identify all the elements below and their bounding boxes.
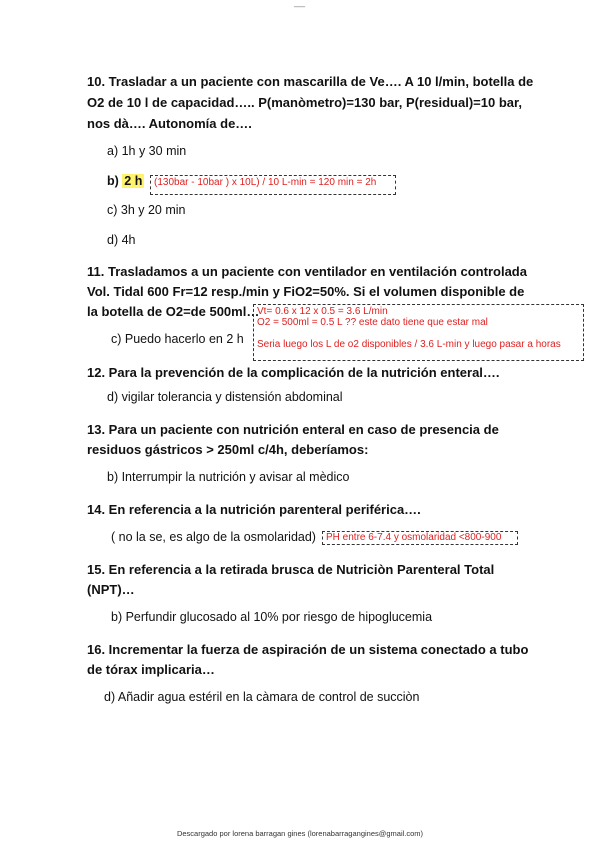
q15-answer: b) Perfundir glucosado al 10% por riesgo de hipoglucemia — [111, 610, 433, 624]
q10-option-a: a) 1h y 30 min — [107, 144, 187, 158]
q13-line-2: residuos gástricos > 250ml c/4h, deberíamos: — [87, 442, 369, 457]
q12-line: 12. Para la prevención de la complicación de la nutrición enteral…. — [87, 365, 500, 380]
q11-annotation-line-2: O2 = 500ml = 0.5 L ?? este dato tiene que estar mal — [257, 317, 488, 328]
q10-annotation: (130bar - 10bar ) x 10L) / 10 L-min = 120 min = 2h — [150, 175, 396, 195]
q11-line-1: 11. Trasladamos a un paciente con ventilador en ventilación controlada — [87, 264, 527, 279]
q16-answer: d) Añadir agua estéril en la càmara de control de succiòn — [104, 690, 420, 704]
q11-line-2: Vol. Tidal 600 Fr=12 resp./min y FiO2=50%. Si el volumen disponible de — [87, 284, 525, 299]
q10-line-3: nos dà…. Autonomía de…. — [87, 116, 252, 131]
q13-answer: b) Interrumpir la nutrición y avisar al mèdico — [107, 470, 350, 484]
q10-line-2: O2 de 10 l de capacidad….. P(manòmetro)=130 bar, P(residual)=10 bar, — [87, 95, 522, 110]
q10-option-b-letter: b) — [107, 174, 119, 188]
q15-line-2: (NPT)… — [87, 582, 135, 597]
q11-annotation-line-1: Vt= 0.6 x 12 x 0.5 = 3.6 L/min — [257, 306, 388, 317]
q10-option-d: d) 4h — [107, 233, 136, 247]
download-footer: Descargado por lorena barragan gines (lorenabarragangines@gmail.com) — [176, 829, 424, 838]
q14-annotation: PH entre 6-7.4 y osmolaridad <800-900 — [322, 531, 518, 545]
q10-line-1: 10. Trasladar a un paciente con mascarilla de Ve…. A 10 l/min, botella de — [87, 74, 534, 89]
q10-option-b-text: 2 h — [124, 174, 143, 188]
q11-annotation — [253, 304, 584, 361]
q11-annotation-line-3: Seria luego los L de o2 disponibles / 3.6 L-min y luego pasar a horas — [257, 339, 561, 350]
q10-option-c: c) 3h y 20 min — [107, 203, 186, 217]
q16-line-1: 16. Incrementar la fuerza de aspiración de un sistema conectado a tubo — [87, 642, 529, 657]
q10-option-b — [107, 174, 144, 188]
q13-line-1: 13. Para un paciente con nutrición enteral en caso de presencia de — [87, 422, 499, 437]
q14-answer: ( no la se, es algo de la osmolaridad) — [111, 530, 316, 544]
q15-line-1: 15. En referencia a la retirada brusca de Nutriciòn Parenteral Total — [87, 562, 495, 577]
q12-answer: d) vigilar tolerancia y distensión abdominal — [107, 390, 343, 404]
q14-line: 14. En referencia a la nutrición parenteral periférica…. — [87, 502, 421, 517]
top-mark: __ — [294, 0, 306, 8]
q11-line-3: la botella de O2=de 500ml… — [87, 304, 260, 319]
q11-answer: c) Puedo hacerlo en 2 h — [111, 332, 244, 346]
q16-line-2: de tórax implicaria… — [87, 662, 215, 677]
